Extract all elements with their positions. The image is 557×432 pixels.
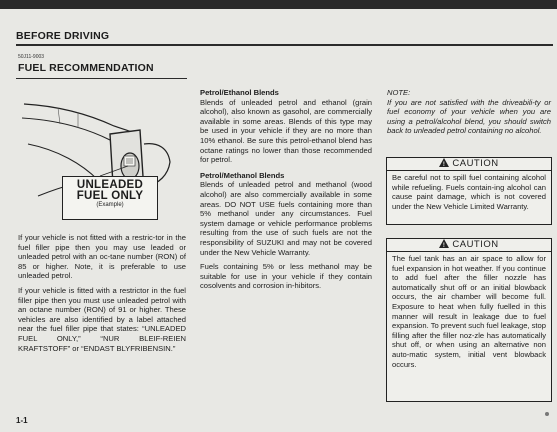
cosolvent-paragraph: Fuels containing 5% or less methanol may be suitable for use in your vehicle if they contain cosolvents and corrosion in-hibitors. bbox=[200, 262, 372, 291]
middle-text-column bbox=[200, 88, 372, 296]
left-paragraph-1: If your vehicle is not fitted with a restric-tor in the fuel filler pipe then you may use leaded or unleaded petrol with an oc-tane number (RON) of 85 or higher. Note, it is preferable to use unleaded petrol. bbox=[18, 233, 186, 281]
top-edge-band bbox=[0, 0, 557, 9]
warning-triangle-icon bbox=[439, 239, 449, 248]
caution-box-spill bbox=[386, 157, 552, 225]
unleaded-fuel-label bbox=[62, 176, 158, 220]
note-text: If you are not satisfied with the driveabili-ty or fuel economy of your vehicle when you are using a petrol/alcohol blend, you should switch back to unleaded petrol containing no alcohol. bbox=[387, 97, 551, 136]
caution-text: Be careful not to spill fuel containing alcohol while refueling. Fuels contain-ing alcohol can cause paint damage, which is not covered under the New Vehicle Limited Warranty. bbox=[392, 173, 546, 211]
label-line-unleaded: UNLEADED bbox=[76, 179, 144, 191]
left-text-column bbox=[18, 233, 186, 358]
caution-header bbox=[387, 239, 551, 252]
ethanol-paragraph: Blends of unleaded petrol and ethanol (grain alcohol), also known as gasohol, are commercially available in some areas. Blends of this type may be used in your vehicle if they are no more than 10% ethanol. Be sure this petrol-ethanol blend has octane ratings no lower than those recommended for petrol. bbox=[200, 97, 372, 165]
right-text-column bbox=[387, 88, 551, 141]
caution-title: CAUTION bbox=[452, 158, 499, 169]
caution-header bbox=[387, 158, 551, 171]
page-number: 1-1 bbox=[16, 416, 28, 425]
note-label: NOTE: bbox=[387, 88, 411, 97]
section-title: FUEL RECOMMENDATION bbox=[18, 62, 154, 74]
header-rule bbox=[16, 44, 553, 46]
label-line-fuel-only: FUEL ONLY bbox=[76, 190, 144, 202]
ethanol-heading: Petrol/Ethanol Blends bbox=[200, 88, 279, 97]
left-paragraph-2: If your vehicle is fitted with a restrictor in the fuel filler pipe then you must use unleaded petrol with an octane number (RON) of 91 or higher. These vehicles are also identified by a label attached near the fuel filler pipe that states: “UNLEADED FUEL ONLY,” “NUR BLEIF-REIEN KRAFTSTOFF” or “ENDAST BLYFRIBENSIN.” bbox=[18, 285, 186, 353]
scan-mark bbox=[545, 412, 549, 416]
methanol-paragraph: Blends of unleaded petrol and methanol (wood alcohol) are also commercially available in some areas. DO NOT USE fuels containing more than 5% methanol under any circumstances. Fuel system damage or vehicle performance problems resulting from the use of such fuels are not the responsibility of SUZUKI and may not be covered under the New Vehicle Warranty. bbox=[200, 180, 372, 257]
chapter-header: BEFORE DRIVING bbox=[16, 30, 110, 42]
section-code: 50J11-9003 bbox=[18, 54, 45, 60]
caution-text: The fuel tank has an air space to allow for fuel expansion in hot weather. If you continue to add fuel after the filler nozzle has automatically shut off or an initial blowback occurs, the air chamber will become full. Exposure to heat when fully fuelled in this manner will result in leakage due to fuel expansion. To prevent such fuel leakage, stop filling after the filler noz-zle has automatically shut off, or when using an alternative non auto-matic system, initial vent blowback occurs. bbox=[392, 254, 546, 369]
caution-box-expansion bbox=[386, 238, 552, 402]
label-caption: (Example) bbox=[96, 202, 124, 208]
warning-triangle-icon bbox=[439, 158, 449, 167]
methanol-heading: Petrol/Methanol Blends bbox=[200, 170, 285, 180]
caution-title: CAUTION bbox=[452, 239, 499, 250]
section-title-underline bbox=[16, 78, 187, 79]
